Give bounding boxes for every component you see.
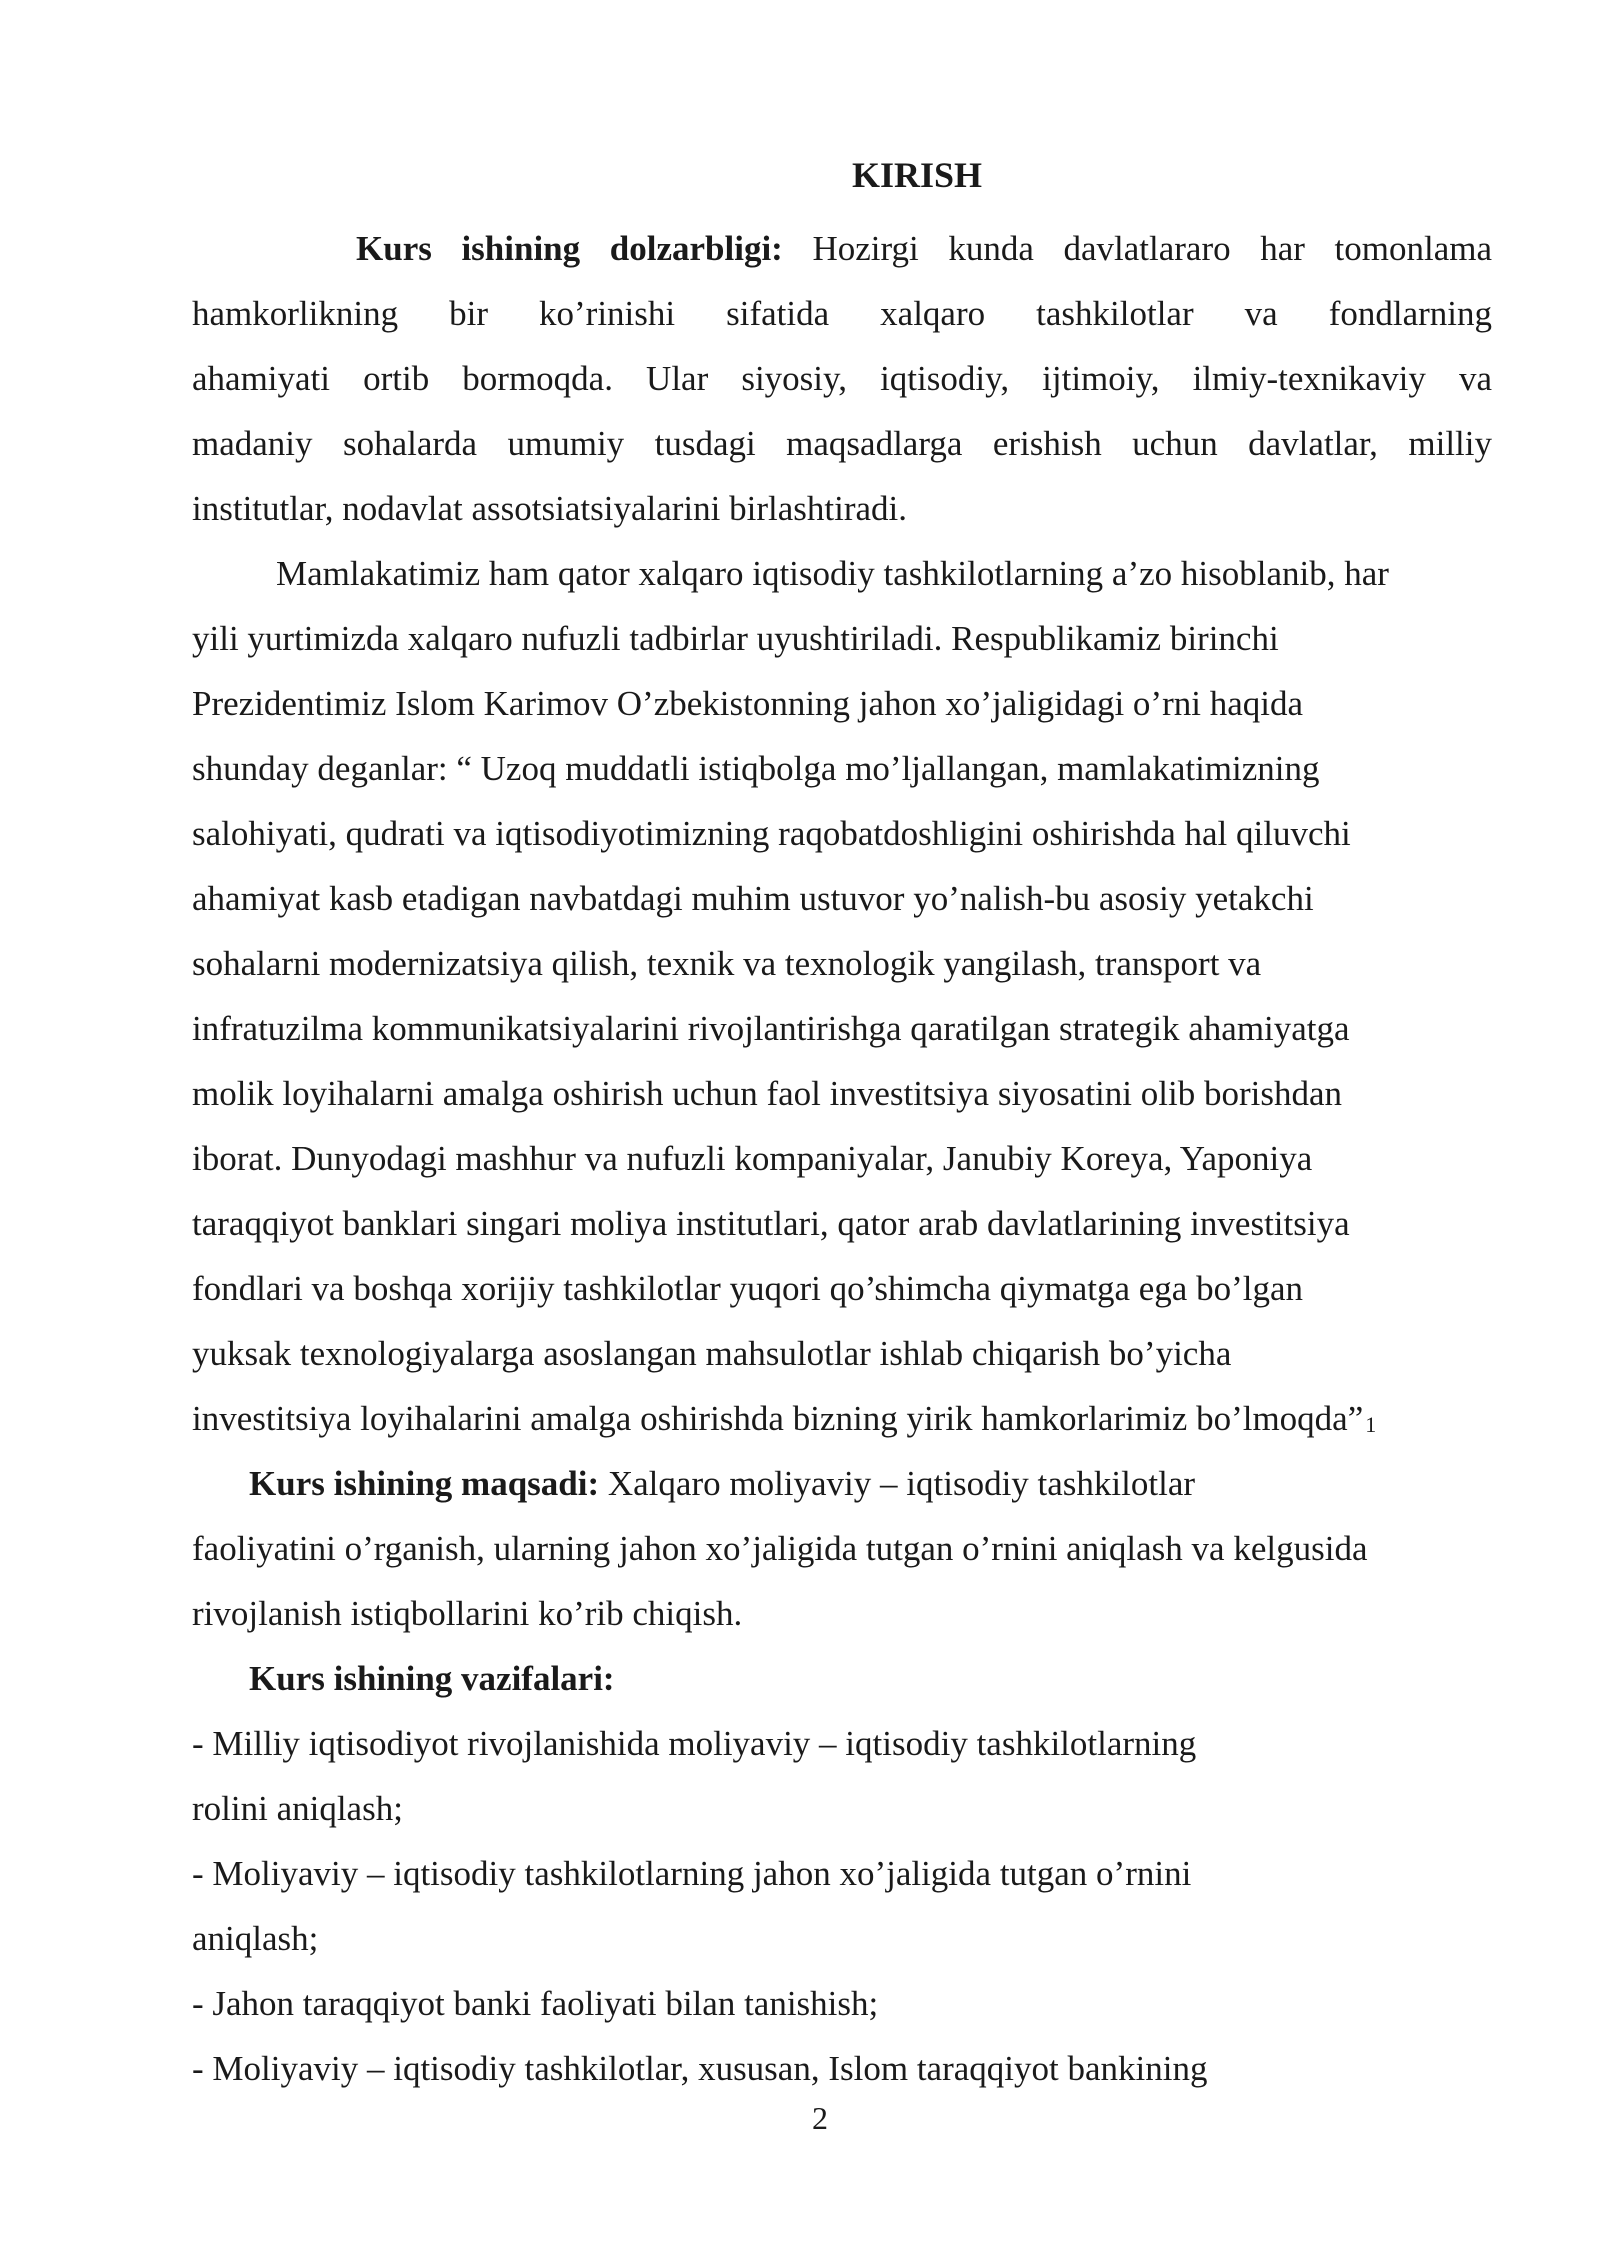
text-line: molik loyihalarni amalga oshirish uchun faol investitsiya siyosatini olib borishdan — [192, 1074, 1342, 1113]
relevance-first-line-text: Hozirgi kunda davlatlararo har tomonlama — [812, 229, 1492, 268]
quote-last-line — [192, 1386, 1492, 1451]
text-line: fondlari va boshqa xorijiy tashkilotlar yuqori qo’shimcha qiymatga ega bo’lgan — [192, 1269, 1303, 1308]
list-item: - Milliy iqtisodiyot rivojlanishida moliyaviy – iqtisodiy tashkilotlarning — [192, 1724, 1197, 1763]
section-heading: KIRISH — [851, 155, 983, 195]
text-line: Prezidentimiz Islom Karimov O’zbekistonning jahon xo’jaligidagi o’rni haqida — [192, 684, 1303, 723]
relevance-first-line — [192, 216, 1492, 281]
text-line: faoliyatini o’rganish, ularning jahon xo’jaligida tutgan o’rnini aniqlash va kelgusida — [192, 1529, 1368, 1568]
list-item: - Jahon taraqqiyot banki faoliyati bilan tanishish; — [192, 1984, 879, 2023]
goal-label: Kurs ishining maqsadi: — [249, 1464, 600, 1503]
text-line: sohalarni modernizatsiya qilish, texnik va texnologik yangilash, transport va — [192, 944, 1262, 983]
list-item-continuation: aniqlash; — [192, 1919, 319, 1958]
list-item: - Moliyaviy – iqtisodiy tashkilotlar, xususan, Islom taraqqiyot bankining — [192, 2049, 1208, 2088]
text-line: investitsiya loyihalarini amalga oshirishda bizning yirik hamkorlarimiz bo’lmoqda” — [192, 1399, 1364, 1438]
text-line: institutlar, nodavlat assotsiatsiyalarini birlashtiradi. — [192, 489, 907, 528]
text-line: taraqqiyot banklari singari moliya institutlari, qator arab davlatlarining investitsiya — [192, 1204, 1350, 1243]
list-item: - Moliyaviy – iqtisodiy tashkilotlarning jahon xo’jaligida tutgan o’rnini — [192, 1854, 1192, 1893]
text-line: rivojlanish istiqbollarini ko’rib chiqish. — [192, 1594, 743, 1633]
page-number: 2 — [812, 2100, 828, 2136]
list-item-continuation: rolini aniqlash; — [192, 1789, 403, 1828]
text-line: shunday deganlar: “ Uzoq muddatli istiqbolga mo’ljallangan, mamlakatimizning — [192, 749, 1320, 788]
tasks-label: Kurs ishining vazifalari: — [249, 1659, 615, 1698]
text-line: hamkorlikning bir ko’rinishi sifatida xalqaro tashkilotlar va fondlarning — [192, 294, 1492, 333]
document-page — [192, 150, 1492, 2101]
goal-first-line-text: Xalqaro moliyaviy – iqtisodiy tashkilotlar — [607, 1464, 1196, 1503]
text-line: infratuzilma kommunikatsiyalarini rivojlantirishga qaratilgan strategik ahamiyatga — [192, 1009, 1350, 1048]
text-line: yuksak texnologiyalarga asoslangan mahsulotlar ishlab chiqarish bo’yicha — [192, 1334, 1232, 1373]
text-line: yili yurtimizda xalqaro nufuzli tadbirlar uyushtiriladi. Respublikamiz birinchi — [192, 619, 1279, 658]
text-line: Mamlakatimiz ham qator xalqaro iqtisodiy tashkilotlarning a’zo hisoblanib, har — [276, 554, 1389, 593]
text-line: iborat. Dunyodagi mashhur va nufuzli kompaniyalar, Janubiy Koreya, Yaponiya — [192, 1139, 1313, 1178]
relevance-label: Kurs ishining dolzarbligi: — [356, 229, 783, 268]
text-line: ahamiyat kasb etadigan navbatdagi muhim ustuvor yo’nalish-bu asosiy yetakchi — [192, 879, 1314, 918]
goal-first-line — [192, 1451, 1492, 1516]
footnote-mark[interactable]: 1 — [1365, 1412, 1377, 1437]
text-line: ahamiyati ortib bormoqda. Ular siyosiy, iqtisodiy, ijtimoiy, ilmiy-texnikaviy va — [192, 359, 1492, 398]
text-line: madaniy sohalarda umumiy tusdagi maqsadlarga erishish uchun davlatlar, milliy — [192, 424, 1492, 463]
text-line: salohiyati, qudrati va iqtisodiyotimizning raqobatdoshligini oshirishda hal qiluvchi — [192, 814, 1351, 853]
